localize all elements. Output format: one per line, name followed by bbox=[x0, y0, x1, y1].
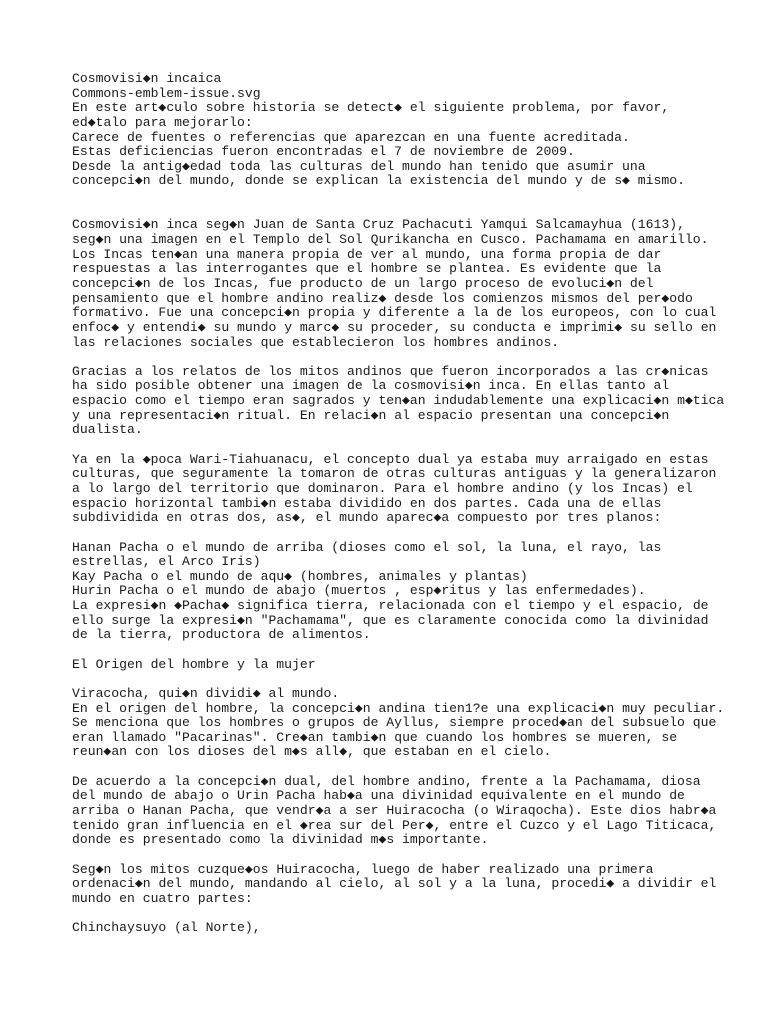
text-line: Carece de fuentes o referencias que aparezcan en una fuente acreditada. bbox=[72, 129, 630, 145]
text-line: espacio horizontal tambi◆n estaba dividido en dos partes. Cada una de ellas bbox=[72, 495, 662, 511]
text-line: Se menciona que los hombres o grupos de Ayllus, siempre proced◆an del subsuelo que bbox=[72, 715, 717, 731]
text-line: concepci◆n de los Incas, fue producto de un largo proceso de evoluci◆n del bbox=[72, 275, 654, 291]
text-line: formativo. Fue una concepci◆n propia y diferente a la de los europeos, con lo cual bbox=[72, 305, 717, 321]
blank-line bbox=[72, 760, 732, 775]
text-line: Desde la antig◆edad toda las culturas del mundo han tenido que asumir una bbox=[72, 158, 646, 174]
blank-line bbox=[72, 438, 732, 453]
blank-line bbox=[72, 350, 732, 365]
text-line: Cosmovisi◆n incaica bbox=[72, 71, 222, 86]
text-line: Viracocha, qui◆n dividi◆ al mundo. bbox=[72, 685, 340, 701]
text-line: Kay Pacha o el mundo de aqu◆ (hombres, animales y plantas) bbox=[72, 568, 528, 584]
text-line: Cosmovisi◆n inca seg◆n Juan de Santa Cruz Pachacuti Yamqui Salcamayhua (1613), bbox=[72, 217, 685, 233]
text-line: donde es presentado como la divinidad m◆s importante. bbox=[72, 832, 489, 848]
blank-line bbox=[72, 848, 732, 863]
text-line: Hurin Pacha o el mundo de abajo (muertos , esp◆ritus y las enfermedades). bbox=[72, 583, 646, 599]
text-line: eran llamado "Pacarinas". Cre◆an tambi◆n que cuando los hombres se mueren, se bbox=[72, 729, 678, 745]
text-line: Chinchaysuyo (al Norte), bbox=[72, 920, 261, 936]
text-line: arriba o Hanan Pacha, que vendr◆a a ser Huiracocha (o Wiraqocha). Este dios habr◆a bbox=[72, 803, 717, 819]
blank-line bbox=[72, 189, 732, 204]
text-line: En este art◆culo sobre historia se detect◆ el siguiente problema, por favor, bbox=[72, 100, 670, 116]
text-line: La expresi◆n ◆Pacha◆ significa tierra, relacionada con el tiempo y el espacio, de bbox=[72, 598, 709, 614]
text-line: mundo en cuatro partes: bbox=[72, 890, 253, 906]
text-line: El Origen del hombre y la mujer bbox=[72, 656, 316, 672]
document-page bbox=[72, 72, 732, 936]
text-line: reun◆an con los dioses del m◆s all◆, que estaban en el cielo. bbox=[72, 744, 552, 760]
text-line: a lo largo del territorio que dominaron. Para el hombre andino (y los Incas) el bbox=[72, 480, 693, 496]
text-line: Commons-emblem-issue.svg bbox=[72, 85, 261, 101]
text-line: pensamiento que el hombre andino realiz◆ desde los comienzos mismos del per◆odo bbox=[72, 290, 693, 306]
text-line: Estas deficiencias fueron encontradas el 7 de noviembre de 2009. bbox=[72, 144, 575, 160]
text-line: respuestas a las interrogantes que el hombre se plantea. Es evidente que la bbox=[72, 261, 662, 277]
text-line: subdividida en otras dos, as◆, el mundo aparec◆a compuesto por tres planos: bbox=[72, 510, 662, 526]
text-line: Gracias a los relatos de los mitos andinos que fueron incorporados a las cr◆nicas bbox=[72, 363, 709, 379]
text-line: culturas, que seguramente la tomaron de otras culturas antiguas y la generalizaron bbox=[72, 466, 717, 482]
blank-line bbox=[72, 672, 732, 687]
text-line: En el origen del hombre, la concepci◆n andina tien1?e una explicaci◆n muy peculiar. bbox=[72, 700, 725, 716]
text-line: espacio como el tiempo eran sagrados y ten◆an indudablemente una explicaci◆n m◆tica bbox=[72, 393, 725, 409]
text-line: ed◆talo para mejorarlo: bbox=[72, 114, 253, 130]
text-line: concepci◆n del mundo, donde se explican la existencia del mundo y de s◆ mismo. bbox=[72, 173, 685, 189]
text-line: ello surge la expresi◆n "Pachamama", que es claramente conocida como la divinidad bbox=[72, 612, 709, 628]
blank-line bbox=[72, 526, 732, 541]
text-line: ha sido posible obtener una imagen de la cosmovisi◆n inca. En ellas tanto al bbox=[72, 378, 670, 394]
blank-line bbox=[72, 643, 732, 658]
text-line: dualista. bbox=[72, 422, 143, 438]
text-line: Los Incas ten◆an una manera propia de ver al mundo, una forma propia de dar bbox=[72, 246, 662, 262]
text-line: Ya en la ◆poca Wari-Tiahuanacu, el concepto dual ya estaba muy arraigado en estas bbox=[72, 451, 709, 467]
text-line: Hanan Pacha o el mundo de arriba (dioses como el sol, la luna, el rayo, las bbox=[72, 539, 662, 555]
text-line: Seg◆n los mitos cuzque◆os Huiracocha, luego de haber realizado una primera bbox=[72, 861, 654, 877]
text-line: las relaciones sociales que establecieron los hombres andinos. bbox=[72, 334, 560, 350]
text-line: y una representaci◆n ritual. En relaci◆n al espacio presentan una concepci◆n bbox=[72, 407, 670, 423]
blank-line bbox=[72, 907, 732, 922]
text-line: tenido gran influencia en el ◆rea sur del Per◆, entre el Cuzco y el Lago Titicaca, bbox=[72, 817, 717, 833]
text-line: ordenaci◆n del mundo, mandando al cielo, al sol y a la luna, procedi◆ a dividir el bbox=[72, 876, 717, 892]
text-line: enfoc◆ y entendi◆ su mundo y marc◆ su proceder, su conducta e imprimi◆ su sello en bbox=[72, 319, 717, 335]
text-line: seg◆n una imagen en el Templo del Sol Qurikancha en Cusco. Pachamama en amarillo. bbox=[72, 232, 709, 248]
text-line: De acuerdo a la concepci◆n dual, del hombre andino, frente a la Pachamama, diosa bbox=[72, 773, 701, 789]
text-line: de la tierra, productora de alimentos. bbox=[72, 627, 371, 643]
text-line: estrellas, el Arco Iris) bbox=[72, 554, 261, 570]
text-line: del mundo de abajo o Urin Pacha hab◆a una divinidad equivalente en el mundo de bbox=[72, 788, 685, 804]
blank-line bbox=[72, 204, 732, 219]
